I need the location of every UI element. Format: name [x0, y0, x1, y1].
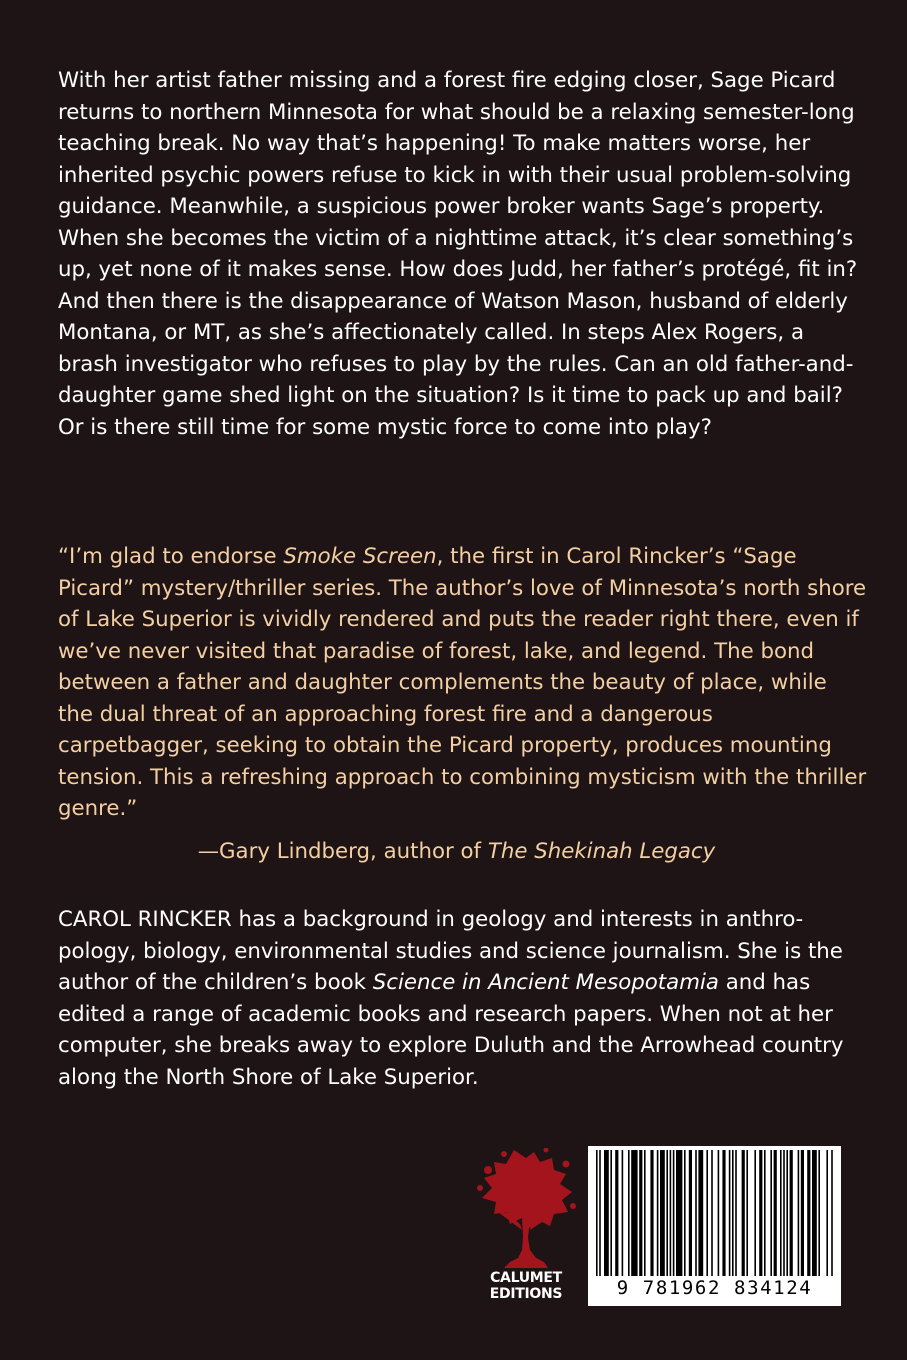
publisher-name-line2: EDITIONS [489, 1286, 563, 1302]
barcode-bar [783, 1150, 785, 1276]
barcode-bar [754, 1150, 756, 1276]
barcode-bar [759, 1150, 762, 1276]
barcode-bar [735, 1150, 737, 1276]
isbn-barcode [588, 1146, 841, 1306]
barcode-bar [831, 1150, 833, 1276]
barcode-bar [631, 1150, 637, 1276]
barcode-bar [718, 1150, 720, 1276]
barcode-bar [689, 1150, 692, 1276]
barcode-bar [666, 1150, 668, 1276]
barcode-bar [673, 1150, 675, 1276]
barcode-bar [801, 1150, 804, 1276]
barcode-bar [780, 1150, 782, 1276]
barcode-bar [599, 1150, 601, 1276]
endorsement-attribution [0, 836, 907, 868]
isbn-number: 9 781962 834124 [616, 1277, 813, 1299]
publisher-name-line1: CALUMET [490, 1270, 562, 1286]
barcode-bar [650, 1150, 653, 1276]
endorsement-quote [58, 541, 868, 825]
bio-text-start: CAROL RINCKER has a background in geology and interests in anthropology, biology, environmental studies and science journalism. She is the author of the children’s book [58, 907, 843, 995]
barcode-bar [729, 1150, 731, 1276]
barcode-bar [684, 1150, 686, 1276]
barcode-bar [786, 1150, 788, 1276]
barcode-bar [807, 1150, 810, 1276]
barcode-bar [790, 1150, 793, 1276]
barcode-bar [639, 1150, 642, 1276]
bio-text-end: and has edited a range of academic books and research papers. When not at her computer, she breaks away to explore Duluth and the Arrowhead country along the North Shore of Lake Superior. [58, 970, 844, 1090]
barcode-bar [644, 1150, 646, 1276]
author-bio [58, 904, 868, 1093]
bio-book-title: Science in Ancient Mesopotamia [372, 970, 719, 995]
barcode-bar [610, 1150, 612, 1276]
barcode-bar [722, 1150, 725, 1276]
barcode-bar [764, 1150, 766, 1276]
barcode-bar [818, 1150, 820, 1276]
endorsement-text-end: , the first in Carol Rincker’s “Sage Picard” mystery/thriller series. The author’s love of Minnesota’s north shore of Lake Superior is vividly rendered and puts the reader right there, even if we’ve never visited that paradise of forest, lake, and legend. The bond between a father and daughter complements the beauty of place, while the dual threat of an approaching forest fire and a dangerous carpetbagger, seeking to obtain the Picard property, produces mounting tension. This a refreshing approach to combining mysticism with the thriller genre.” [58, 544, 867, 821]
barcode-bar [798, 1150, 800, 1276]
attribution-author: —Gary Lindberg, author of [197, 839, 488, 864]
barcode-bar [596, 1150, 598, 1276]
barcode-bar [732, 1150, 734, 1276]
attribution-book-title: The Shekinah Legacy [487, 839, 716, 864]
barcode-bar [742, 1150, 745, 1276]
barcode-bar [698, 1150, 703, 1276]
tree-logo-icon [476, 1148, 576, 1274]
barcode-bar [711, 1150, 713, 1276]
barcode-bar [628, 1150, 630, 1276]
barcode-bar [615, 1150, 618, 1276]
barcode-bars [588, 1146, 841, 1278]
barcode-bar [826, 1150, 828, 1276]
barcode-bar [774, 1150, 777, 1276]
endorsement-text-start: “I’m glad to endorse [58, 544, 284, 569]
barcode-bar [660, 1150, 665, 1276]
barcode-bar [604, 1150, 609, 1276]
book-blurb: With her artist father missing and a forest fire edging closer, Sage Picard returns to northern Minnesota for what should be a relaxing semester-long teaching break. No way that’s happening! To make matters worse, her inherited psychic powers refuse to kick in with their usual problem-solving guidance. Meanwhile, a suspicious power broker wants Sage’s property. When she becomes the victim of a nighttime attack, it’s clear something’s up, yet none of it makes sense. How does Judd, her father’s protégé, fit in? And then there is the disappearance of Watson Mason, husband of elderly Montana, or MT, as she’s affectionately called. In steps Alex Rogers, a brash investigator who refuses to play by the rules. Can an old father-and-daughter game shed light on the situation? Is it time to pack up and bail? Or is there still time for some mystic force to come into play? [58, 68, 858, 440]
barcode-bar [746, 1150, 748, 1276]
barcode-bar [706, 1150, 708, 1276]
barcode-bar [676, 1150, 682, 1276]
barcode-bar [622, 1150, 624, 1276]
publisher-logo [476, 1148, 576, 1310]
barcode-bar [812, 1150, 817, 1276]
barcode-bar [670, 1150, 672, 1276]
endorsement-book-title: Smoke Screen [283, 544, 437, 569]
barcode-bar [770, 1150, 772, 1276]
barcode-bar [695, 1150, 697, 1276]
barcode-bar [657, 1150, 659, 1276]
